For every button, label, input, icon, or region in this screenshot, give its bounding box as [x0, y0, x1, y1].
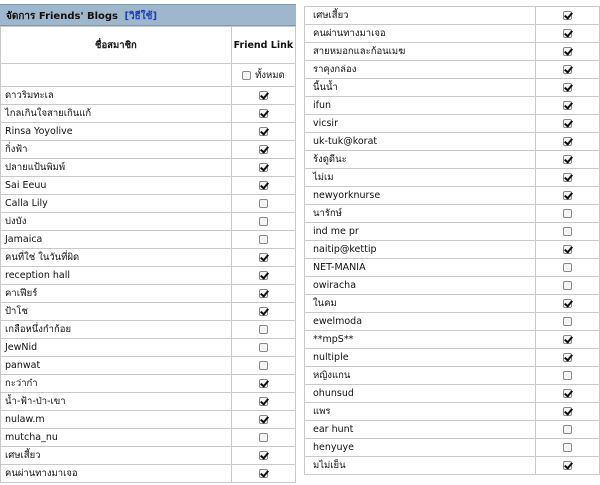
friend-link-checkbox[interactable] [259, 145, 268, 154]
friend-link-cell [231, 123, 295, 141]
friend-link-cell [535, 205, 599, 223]
member-name[interactable]: คนผ่านทางมาเจอ [1, 465, 232, 483]
friend-link-cell [535, 385, 599, 403]
friend-link-cell [535, 43, 599, 61]
member-name[interactable]: **mpS** [305, 331, 536, 349]
table-row [1, 141, 296, 159]
member-name[interactable]: reception hall [1, 267, 232, 285]
table-row [305, 259, 600, 277]
friends-table-left [0, 26, 296, 483]
friend-link-cell [231, 267, 295, 285]
friend-link-cell [231, 231, 295, 249]
friend-link-cell [535, 439, 599, 457]
member-name[interactable]: NET-MANIA [305, 259, 536, 277]
member-name[interactable]: เศษเสี้ยว [1, 447, 232, 465]
friend-link-cell [231, 393, 295, 411]
friend-link-checkbox[interactable] [259, 181, 268, 190]
member-name[interactable]: uk-tuk@korat [305, 133, 536, 151]
member-name[interactable]: ดาวริมทะเล [1, 87, 232, 105]
member-name[interactable]: ไกลเกินใจสายเกินแก้ [1, 105, 232, 123]
friend-link-checkbox[interactable] [259, 379, 268, 388]
friend-link-checkbox[interactable] [563, 11, 572, 20]
table-row [1, 447, 296, 465]
friend-link-cell [231, 87, 295, 105]
help-link[interactable]: [วิธีใช้] [124, 11, 158, 22]
friend-link-cell [231, 357, 295, 375]
table-row [1, 411, 296, 429]
member-name[interactable]: ป้าโช [1, 303, 232, 321]
friend-link-cell [535, 295, 599, 313]
friend-link-checkbox[interactable] [259, 217, 268, 226]
title-bar [0, 4, 296, 26]
table-row [1, 249, 296, 267]
member-name[interactable]: หญิงแกน [305, 367, 536, 385]
table-row [1, 105, 296, 123]
table-row [305, 61, 600, 79]
friend-link-cell [231, 321, 295, 339]
table-row [305, 421, 600, 439]
friend-link-checkbox[interactable] [563, 407, 572, 416]
member-name[interactable]: ewelmoda [305, 313, 536, 331]
friend-link-cell [231, 249, 295, 267]
member-name[interactable]: มไม่เย็น [305, 457, 536, 475]
friend-link-cell [535, 313, 599, 331]
table-row [305, 115, 600, 133]
friends-table-right [304, 6, 600, 475]
table-row [305, 43, 600, 61]
friend-link-checkbox[interactable] [563, 101, 572, 110]
member-name[interactable]: ear hunt [305, 421, 536, 439]
member-name[interactable]: ind me pr [305, 223, 536, 241]
friend-link-cell [535, 169, 599, 187]
table-row [1, 267, 296, 285]
friend-link-checkbox[interactable] [563, 281, 572, 290]
table-row [305, 79, 600, 97]
table-row [1, 375, 296, 393]
member-name[interactable]: nultiple [305, 349, 536, 367]
member-name[interactable]: ร้งดูดีนะ [305, 151, 536, 169]
friend-link-checkbox[interactable] [259, 433, 268, 442]
friend-link-cell [231, 303, 295, 321]
friend-link-cell [535, 421, 599, 439]
friend-link-checkbox[interactable] [259, 397, 268, 406]
friend-link-cell [535, 61, 599, 79]
friend-link-checkbox[interactable] [259, 361, 268, 370]
friend-link-cell [535, 151, 599, 169]
member-name[interactable]: กะว่าก๋า [1, 375, 232, 393]
friend-link-cell [231, 213, 295, 231]
friend-link-cell [535, 7, 599, 25]
friend-link-cell [231, 105, 295, 123]
friend-link-checkbox[interactable] [563, 245, 572, 254]
friend-link-cell [535, 223, 599, 241]
table-row [305, 25, 600, 43]
table-row [305, 277, 600, 295]
member-name[interactable]: สายหมอกและก้อนเมฆ [305, 43, 536, 61]
friend-link-checkbox[interactable] [563, 425, 572, 434]
friend-link-checkbox[interactable] [563, 209, 572, 218]
friend-link-checkbox[interactable] [563, 227, 572, 236]
friend-link-cell [231, 447, 295, 465]
friend-link-cell [535, 133, 599, 151]
table-row [1, 285, 296, 303]
table-row [1, 339, 296, 357]
table-row [1, 393, 296, 411]
friend-link-cell [535, 403, 599, 421]
member-name[interactable]: owiracha [305, 277, 536, 295]
friend-link-checkbox[interactable] [563, 155, 572, 164]
table-row [1, 213, 296, 231]
member-name[interactable]: บ่งบัง [1, 213, 232, 231]
member-name[interactable]: คาเฟียร์ [1, 285, 232, 303]
friend-link-checkbox[interactable] [563, 371, 572, 380]
friend-link-cell [231, 429, 295, 447]
friend-link-cell [231, 159, 295, 177]
member-name[interactable]: ไม่เม [305, 169, 536, 187]
friend-link-cell [231, 285, 295, 303]
friend-link-checkbox[interactable] [259, 343, 268, 352]
friend-link-cell [535, 115, 599, 133]
table-row [1, 465, 296, 483]
select-all-checkbox[interactable] [242, 71, 251, 80]
table-row [305, 457, 600, 475]
member-name[interactable]: คนผ่านทางมาเจอ [305, 25, 536, 43]
friend-link-checkbox[interactable] [563, 47, 572, 56]
member-name[interactable]: naitip@kettip [305, 241, 536, 259]
friend-link-cell [535, 259, 599, 277]
member-name[interactable]: ในคม [305, 295, 536, 313]
member-name[interactable]: henyuye [305, 439, 536, 457]
friend-link-checkbox[interactable] [563, 353, 572, 362]
member-name[interactable]: vicsir [305, 115, 536, 133]
friend-link-checkbox[interactable] [259, 91, 268, 100]
table-row [1, 177, 296, 195]
table-row [1, 123, 296, 141]
member-name[interactable]: panwat [1, 357, 232, 375]
friend-link-checkbox[interactable] [563, 263, 572, 272]
friend-link-cell [231, 177, 295, 195]
member-name[interactable]: นี้นน้ำ [305, 79, 536, 97]
table-row [305, 295, 600, 313]
column-header-friend-link: Friend Link [231, 27, 295, 64]
member-name[interactable]: Sai Eeuu [1, 177, 232, 195]
table-row [305, 403, 600, 421]
table-row [305, 331, 600, 349]
member-name[interactable]: ohunsud [305, 385, 536, 403]
member-name[interactable]: คนที่ใช่ ในวันที่ผิด [1, 249, 232, 267]
friend-link-cell [535, 367, 599, 385]
table-row [1, 429, 296, 447]
friend-link-cell [231, 141, 295, 159]
member-name[interactable]: เศษเสี้ยว [305, 7, 536, 25]
friend-link-checkbox[interactable] [259, 235, 268, 244]
table-row [1, 321, 296, 339]
friend-link-cell [231, 465, 295, 483]
friend-link-cell [535, 349, 599, 367]
select-all-row [1, 64, 296, 87]
friend-link-checkbox[interactable] [563, 83, 572, 92]
blank-cell [1, 64, 232, 87]
friend-link-checkbox[interactable] [259, 199, 268, 208]
member-name[interactable]: แพร [305, 403, 536, 421]
friend-link-checkbox[interactable] [563, 335, 572, 344]
friend-link-checkbox[interactable] [259, 451, 268, 460]
friend-link-checkbox[interactable] [563, 173, 572, 182]
friend-link-cell [535, 25, 599, 43]
table-row [1, 159, 296, 177]
friend-link-checkbox[interactable] [563, 389, 572, 398]
friend-link-checkbox[interactable] [259, 415, 268, 424]
member-name[interactable]: Calla Lily [1, 195, 232, 213]
panel-title: จัดการ Friends' Blogs [6, 11, 119, 22]
select-all-label: ทั้งหมด [255, 69, 285, 81]
table-row [305, 349, 600, 367]
friend-link-checkbox[interactable] [563, 191, 572, 200]
member-name[interactable]: Rinsa Yoyolive [1, 123, 232, 141]
table-row [305, 187, 600, 205]
friend-link-checkbox[interactable] [259, 253, 268, 262]
table-row [305, 205, 600, 223]
member-name[interactable]: Jamaica [1, 231, 232, 249]
friend-link-checkbox[interactable] [259, 469, 268, 478]
friend-link-cell [231, 339, 295, 357]
friend-link-cell [231, 375, 295, 393]
friend-link-cell [231, 195, 295, 213]
friend-link-cell [535, 79, 599, 97]
friend-link-cell [535, 277, 599, 295]
friend-link-cell [535, 241, 599, 259]
friend-link-checkbox[interactable] [563, 137, 572, 146]
friend-link-cell [535, 457, 599, 475]
friend-link-checkbox[interactable] [259, 163, 268, 172]
table-row [1, 303, 296, 321]
table-row [305, 223, 600, 241]
table-row [305, 169, 600, 187]
table-row [305, 439, 600, 457]
select-all-cell [231, 64, 295, 87]
friend-link-cell [535, 331, 599, 349]
friend-link-cell [535, 187, 599, 205]
table-row [1, 231, 296, 249]
member-name[interactable]: น้ำ-ฟ้า-ป่า-เขา [1, 393, 232, 411]
table-row [305, 7, 600, 25]
table-row [305, 133, 600, 151]
member-name[interactable]: เกลือหนึ่งกำก้อย [1, 321, 232, 339]
friend-link-checkbox[interactable] [563, 119, 572, 128]
friend-link-cell [535, 97, 599, 115]
friend-link-checkbox[interactable] [259, 307, 268, 316]
right-panel [304, 0, 600, 485]
member-name[interactable]: newyorknurse [305, 187, 536, 205]
friend-link-checkbox[interactable] [563, 443, 572, 452]
friend-link-checkbox[interactable] [259, 271, 268, 280]
table-row [1, 87, 296, 105]
member-name[interactable]: กิ่งฟ้า [1, 141, 232, 159]
member-name[interactable]: ปลายแป้นพิมพ์ [1, 159, 232, 177]
member-name[interactable]: mutcha_nu [1, 429, 232, 447]
friend-link-checkbox[interactable] [563, 29, 572, 38]
friend-link-checkbox[interactable] [563, 65, 572, 74]
table-row [305, 97, 600, 115]
member-name[interactable]: ifun [305, 97, 536, 115]
friend-link-checkbox[interactable] [563, 317, 572, 326]
friend-link-checkbox[interactable] [563, 299, 572, 308]
left-panel [0, 0, 299, 485]
table-row [1, 195, 296, 213]
friend-link-checkbox[interactable] [259, 325, 268, 334]
header-row [1, 27, 296, 64]
friend-link-cell [231, 411, 295, 429]
friend-link-checkbox[interactable] [259, 127, 268, 136]
friend-link-checkbox[interactable] [259, 289, 268, 298]
friend-link-checkbox[interactable] [563, 461, 572, 470]
friend-link-checkbox[interactable] [259, 109, 268, 118]
table-row [305, 313, 600, 331]
table-row [305, 367, 600, 385]
member-name[interactable]: JewNid [1, 339, 232, 357]
table-row [305, 241, 600, 259]
table-row [305, 151, 600, 169]
table-row [1, 357, 296, 375]
table-row [305, 385, 600, 403]
column-header-member-name: ชื่อสมาชิก [1, 27, 232, 64]
member-name[interactable]: ราคุงกล่อง [305, 61, 536, 79]
member-name[interactable]: นารักษ์ [305, 205, 536, 223]
member-name[interactable]: nulaw.m [1, 411, 232, 429]
